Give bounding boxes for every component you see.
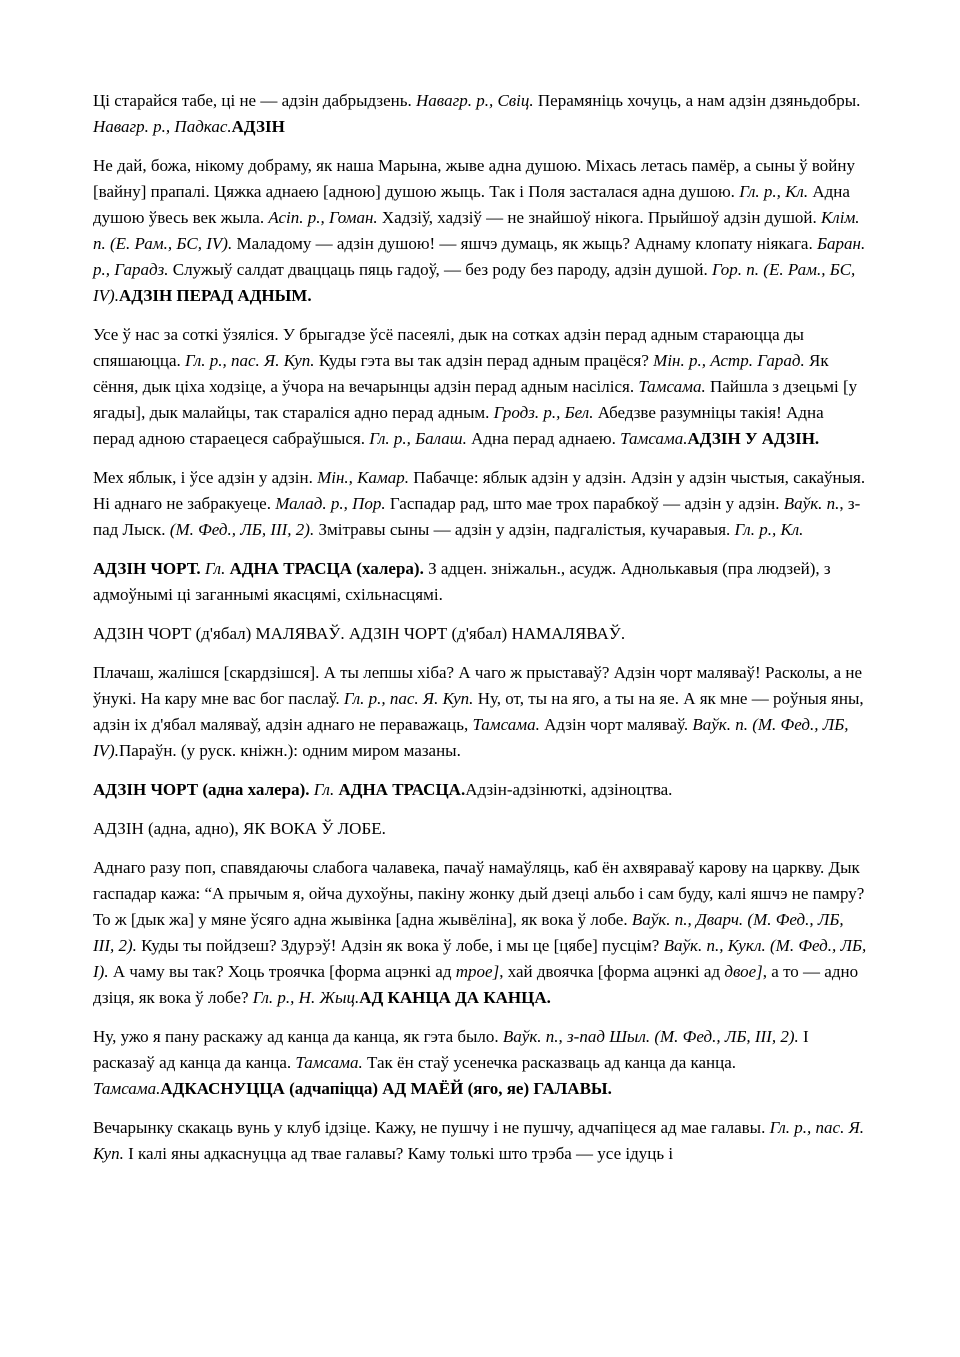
paragraph-4	[93, 465, 867, 543]
italic-run: Тамсама.	[93, 1079, 161, 1098]
text-run: АДЗІН ЧОРТ (д'ябал) МАЛЯВАЎ. АДЗІН ЧОРТ (д'ябал) НАМАЛЯВАЎ.	[93, 624, 626, 643]
italic-run: Мін., Камар.	[317, 468, 410, 487]
text-run: Змітравы сыны — адзін у адзін, падгалістыя, кучаравыя.	[314, 520, 735, 539]
text-run: Адна перад аднаею.	[466, 429, 621, 448]
text-run: Вечарынку скакаць вунь у клуб ідзіце. Кажу, не пушчу і не пушчу, адчапіцеся ад мае галавы.	[93, 1118, 770, 1137]
text-run: Перамяніць хочуць, а нам адзін дзяньдобры.	[533, 91, 861, 110]
paragraph-9	[93, 816, 867, 842]
text-run: Маладому — адзін душою! — яшчэ думаць, як жыць? Аднаму клопату ніякага.	[232, 234, 817, 253]
text-run: , з-пад Лыск.	[93, 494, 861, 539]
italic-run: Мін. р., Астр. Гарад.	[653, 351, 805, 370]
paragraph-6	[93, 621, 867, 647]
text-run: Служыў салдат дваццаць пяць гадоў, — без роду без пароду, адзін душой.	[168, 260, 713, 279]
text-run: , а то — адно дзіця, як вока ў лобе?	[93, 962, 859, 1007]
text-run: Хадзіў, хадзіў — не знайшоў нікога. Прыйшоў адзін душой.	[377, 208, 822, 227]
italic-run: Навагр. р., Падкас.	[93, 117, 232, 136]
italic-run: Ваўк. п., Дварч. (М. Фед., ЛБ, ІІІ, 2).	[93, 910, 844, 955]
italic-run: Гл. р., пас. Я. Куп.	[93, 1118, 864, 1163]
italic-run: Тамсама.	[472, 715, 540, 734]
paragraph-3	[93, 322, 867, 452]
text-run: , хай двоячка [форма ацэнкі ад	[499, 962, 725, 981]
italic-run: Навагр. р., Свіц.	[416, 91, 534, 110]
text-run: Адна душою ўвесь век жыла.	[93, 182, 850, 227]
text-run: Ну, ужо я пану раскажу ад канца да канца, як гэта было.	[93, 1027, 503, 1046]
paragraph-1	[93, 88, 867, 140]
italic-run: Ваўк. п., Кукл. (М. Фед., ЛБ, І).	[93, 936, 867, 981]
text-run: Як сёння, дык ціха ходзіце, а ўчора на вечарынцы адзін перад адным насіліся.	[93, 351, 829, 396]
text-run: Параўн. (у руск. кніжн.): одним миром мазаны.	[118, 741, 461, 760]
text-run: Пайшла з дзецьмі [у ягады], дык малайцы, так стараліся адно перад адным.	[93, 377, 858, 422]
text-run: Куды ты пойдзеш? Здурэў! Адзін як вока ў лобе, і мы це [цябе] пусцім?	[136, 936, 664, 955]
paragraph-5	[93, 556, 867, 608]
text-run: Усе ў нас за соткі ўзяліся. У брыгадзе ўсё пасеялі, дык на сотках адзін перад адным стараюцца ды спяшаюцца.	[93, 325, 804, 370]
text-run: Пабачце: яблык адзін у адзін. Адзін у адзін чыстыя, сакаўныя. Ні аднаго не забракуеце.	[93, 468, 866, 513]
text-run: Гаспадар рад, што мае трох парабкоў — адзін у адзін.	[385, 494, 784, 513]
italic-run: Тамсама.	[620, 429, 688, 448]
text-run: Плачаш, жалішся [скардзішся]. А ты лепшы хіба? А чаго ж прыставаў? Адзін чорт маляваў! Расколы, а не ўнукі. На кару мне вас бог паслаў.	[93, 663, 863, 708]
italic-run: Малад. р., Пор.	[275, 494, 386, 513]
italic-run: двое]	[724, 962, 763, 981]
italic-run: Гл. р., Кл.	[734, 520, 804, 539]
italic-run: Гл.	[313, 780, 339, 799]
italic-run: Гродз. р., Бел.	[493, 403, 594, 422]
text-run: Абедзве разумніцы такія! Адна перад адною стараецеся сабраўшыся.	[93, 403, 824, 448]
text-run: А чаму вы так? Хоць троячка [форма ацэнкі ад	[108, 962, 456, 981]
bold-run: АДЗІН ПЕРАД АДНЫМ.	[118, 286, 312, 305]
text-run: Адзін-адзінюткі, адзіноцтва.	[465, 780, 673, 799]
italic-run: Тамсама.	[638, 377, 706, 396]
paragraph-8	[93, 777, 867, 803]
text-run: Адзін чорт маляваў.	[539, 715, 693, 734]
italic-run: Ваўк. п. (М. Фед., ЛБ, IV).	[93, 715, 849, 760]
italic-run: Баран. р., Гарадз.	[93, 234, 866, 279]
italic-run: Клім. п. (Е. Рам., БС, IV).	[93, 208, 860, 253]
italic-run: Гл. р., Н. Жыц.	[252, 988, 360, 1007]
text-run: І расказаў ад канца да канца.	[93, 1027, 809, 1072]
text-run: Так ён стаў усенечка расказваць ад канца да канца.	[362, 1053, 737, 1072]
text-run: Ну, от, ты на яго, а ты на яе. А як мне — роўныя яны, адзін іх д'ябал маляваў, адзін аднаго не пераважаць,	[93, 689, 864, 734]
italic-run: Гл. р., пас. Я. Куп.	[343, 689, 474, 708]
bold-run: АДНА ТРАСЦА (халера).	[229, 559, 429, 578]
paragraph-7	[93, 660, 867, 764]
paragraph-2	[93, 153, 867, 309]
text-run: Не дай, божа, нікому добраму, як наша Марына, жыве адна душою. Міхась летась памёр, а сыны ў войну [вайну] прапалі. Цяжка аднаею [адною] душою жыць. Так і Поля засталася адна душою.	[93, 156, 855, 201]
italic-run: Гл. р., Балаш.	[369, 429, 467, 448]
italic-run: Гл. р., Кл.	[739, 182, 809, 201]
bold-run: АДКАСНУЦЦА (адчапіцца) АД МАЁЙ (яго, яе) ГАЛАВЫ.	[160, 1079, 612, 1098]
bold-run: АДЗІН ЧОРТ (адна халера).	[93, 780, 314, 799]
bold-run: АД КАНЦА ДА КАНЦА.	[359, 988, 551, 1007]
italic-run: (М. Фед., ЛБ, ІІІ, 2).	[169, 520, 315, 539]
text-run: З адцен. зніжальн., асудж. Аднолькавыя (пра людзей), з адмоўнымі ці заганнымі якасцямі, схільнасцямі.	[93, 559, 831, 604]
text-run: Куды гэта вы так адзін перад адным працёся?	[314, 351, 654, 370]
bold-run: АДЗІН ЧОРТ.	[93, 559, 205, 578]
italic-run: Гл.	[204, 559, 230, 578]
bold-run: АДЗІН У АДЗІН.	[687, 429, 820, 448]
italic-run: Тамсама.	[295, 1053, 363, 1072]
text-run: Мех яблык, і ўсе адзін у адзін.	[93, 468, 318, 487]
italic-run: Ваўк. п., з-пад Шыл. (М. Фед., ЛБ, ІІІ, 2).	[502, 1027, 799, 1046]
italic-run: Гл. р., пас. Я. Куп.	[185, 351, 315, 370]
bold-run: АДНА ТРАСЦА.	[338, 780, 466, 799]
text-run: АДЗІН (адна, адно), ЯК ВОКА Ў ЛОБЕ.	[93, 819, 386, 838]
paragraph-12	[93, 1115, 867, 1167]
italic-run: Ваўк. п.	[783, 494, 840, 513]
italic-run: Асіп. р., Гоман.	[268, 208, 378, 227]
paragraph-11	[93, 1024, 867, 1102]
italic-run: Гор. п. (Е. Рам., БС, IV).	[93, 260, 856, 305]
text-run: І калі яны адкаснуцца ад твае галавы? Каму толькі што трэба — усе ідуць і	[123, 1144, 674, 1163]
italic-run: трое]	[455, 962, 500, 981]
paragraph-10	[93, 855, 867, 1011]
text-run: Ці старайся табе, ці не — адзін дабрыдзень.	[93, 91, 417, 110]
bold-run: АДЗІН	[231, 117, 285, 136]
text-run: Аднаго разу поп, спавядаючы слабога чалавека, пачаў намаўляць, каб ён ахвяраваў карову на царкву. Дык гаспадар кажа: “А прычым я, ойча духоўны, пакіну жонку дый дзеці альбо і сам буду, калі яшчэ не памру? То ж [дык жа] у мяне ўсяго адна жывінка [адна жывёліна], як вока ў лобе.	[93, 858, 865, 929]
